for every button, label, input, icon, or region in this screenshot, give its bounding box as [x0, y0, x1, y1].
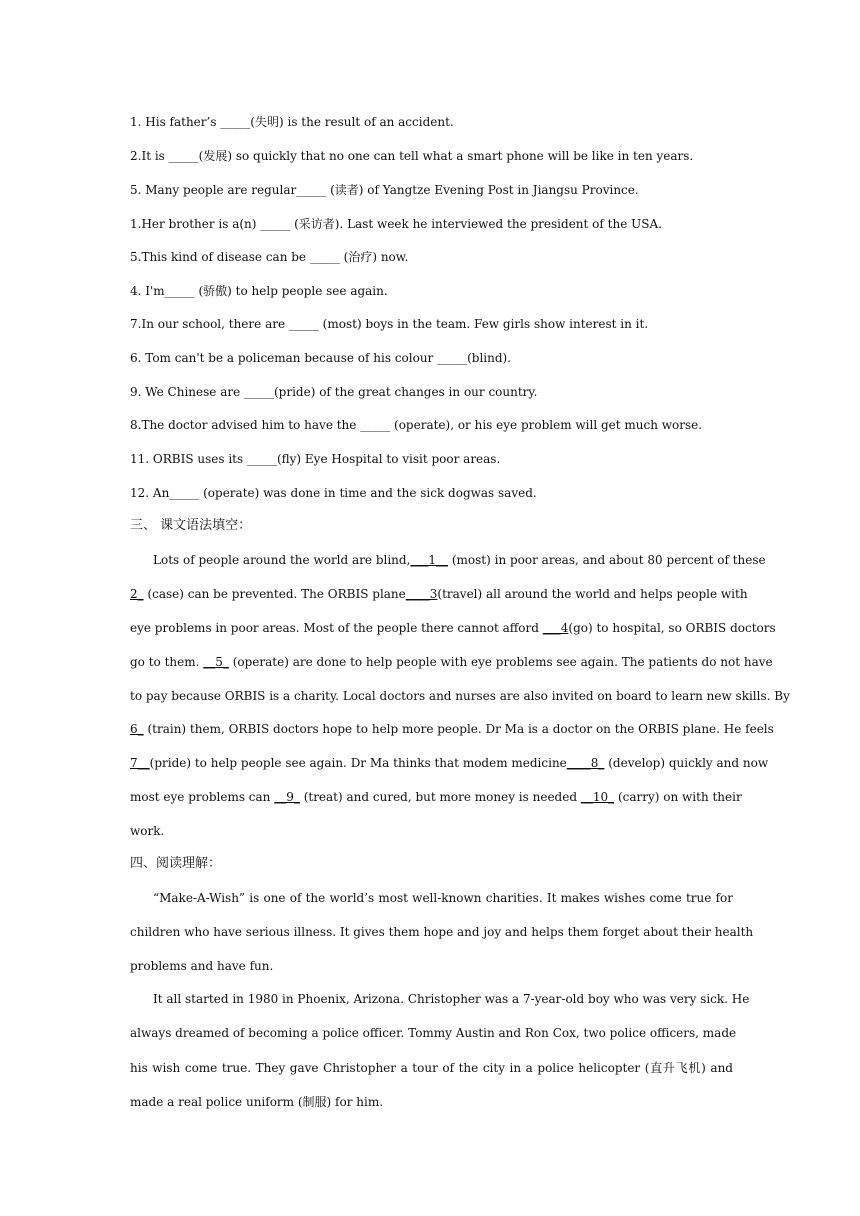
reading-line: “Make-A-Wish” is one of the world’s most well-known charities. It makes wishes come true for — [153, 891, 733, 905]
blank-7: 7__ — [130, 756, 150, 770]
cloze-line: 7__(pride) to help people see again. Dr Ma thinks that modem medicine____8_ (develop) quickly and now — [130, 756, 769, 770]
blank-2: 2_ — [130, 587, 144, 601]
blank-6: 6_ — [130, 722, 144, 736]
cloze-line: 2_ (case) can be prevented. The ORBIS plane____3(travel) all around the world and helps people with — [130, 587, 748, 601]
reading-line: always dreamed of becoming a police officer. Tommy Austin and Ron Cox, two police officers, made — [130, 1026, 737, 1040]
section-heading: 四、阅读理解： — [130, 856, 222, 871]
blank-3: ____3 — [405, 587, 438, 601]
reading-line: It all started in 1980 in Phoenix, Arizona. Christopher was a 7-year-old boy who was very sick. He — [153, 992, 750, 1006]
exercise-line: 2.It is _____(发展) so quickly that no one can tell what a smart phone will be like in ten years. — [130, 149, 694, 163]
cloze-line: 6_ (train) them, ORBIS doctors hope to help more people. Dr Ma is a doctor on the ORBIS plane. He feels — [130, 722, 774, 736]
cloze-line: Lots of people around the world are blind,___1__ (most) in poor areas, and about 80 percent of these — [153, 553, 766, 567]
cloze-line: most eye problems can __9_ (treat) and cured, but more money is needed __10_ (carry) on with their — [130, 790, 742, 804]
exercise-line: 7.In our school, there are _____ (most) boys in the team. Few girls show interest in it. — [130, 317, 649, 331]
exercise-line: 5. Many people are regular_____ (读者) of Yangtze Evening Post in Jiangsu Province. — [130, 183, 639, 197]
exercise-line: 11. ORBIS uses its _____(fly) Eye Hospital to visit poor areas. — [130, 452, 501, 466]
exercise-line: 12. An_____ (operate) was done in time and the sick dogwas saved. — [130, 486, 537, 500]
blank-10: __10_ — [580, 790, 615, 804]
cloze-line: to pay because ORBIS is a charity. Local doctors and nurses are also invited on board to learn new skills. By — [130, 689, 790, 703]
cloze-line: work. — [130, 824, 165, 838]
cloze-line: eye problems in poor areas. Most of the people there cannot afford ___4(go) to hospital, so ORBIS doctors — [130, 621, 776, 635]
exercise-line: 9. We Chinese are _____(pride) of the great changes in our country. — [130, 385, 538, 399]
section-heading: 三、 课文语法填空： — [130, 518, 252, 533]
blank-4: ___4 — [542, 621, 569, 635]
reading-line: made a real police uniform (制服) for him. — [130, 1095, 384, 1109]
exercise-line: 8.The doctor advised him to have the _____ (operate), or his eye problem will get much worse. — [130, 418, 703, 432]
blank-1: ___1__ — [410, 553, 449, 567]
reading-line: problems and have fun. — [130, 959, 274, 973]
exercise-line: 1. His father’s _____(失明) is the result of an accident. — [130, 115, 454, 129]
exercise-line: 4. I'm_____ (骄傲) to help people see again. — [130, 284, 388, 298]
blank-8: ____8_ — [566, 756, 605, 770]
exercise-line: 1.Her brother is a(n) _____ (采访者). Last week he interviewed the president of the USA. — [130, 217, 662, 231]
exercise-line: 6. Tom can't be a policeman because of his colour _____(blind). — [130, 351, 512, 365]
blank-5: __5_ — [203, 655, 229, 669]
exercise-line: 5.This kind of disease can be _____ (治疗) now. — [130, 250, 409, 264]
blank-9: __9_ — [274, 790, 300, 804]
reading-line: children who have serious illness. It gives them hope and joy and helps them forget about their health — [130, 925, 754, 939]
cloze-line: go to them. __5_ (operate) are done to help people with eye problems see again. The patients do not have — [130, 655, 773, 669]
reading-line: his wish come true. They gave Christopher a tour of the city in a police helicopter (直升飞机) and — [130, 1061, 733, 1075]
